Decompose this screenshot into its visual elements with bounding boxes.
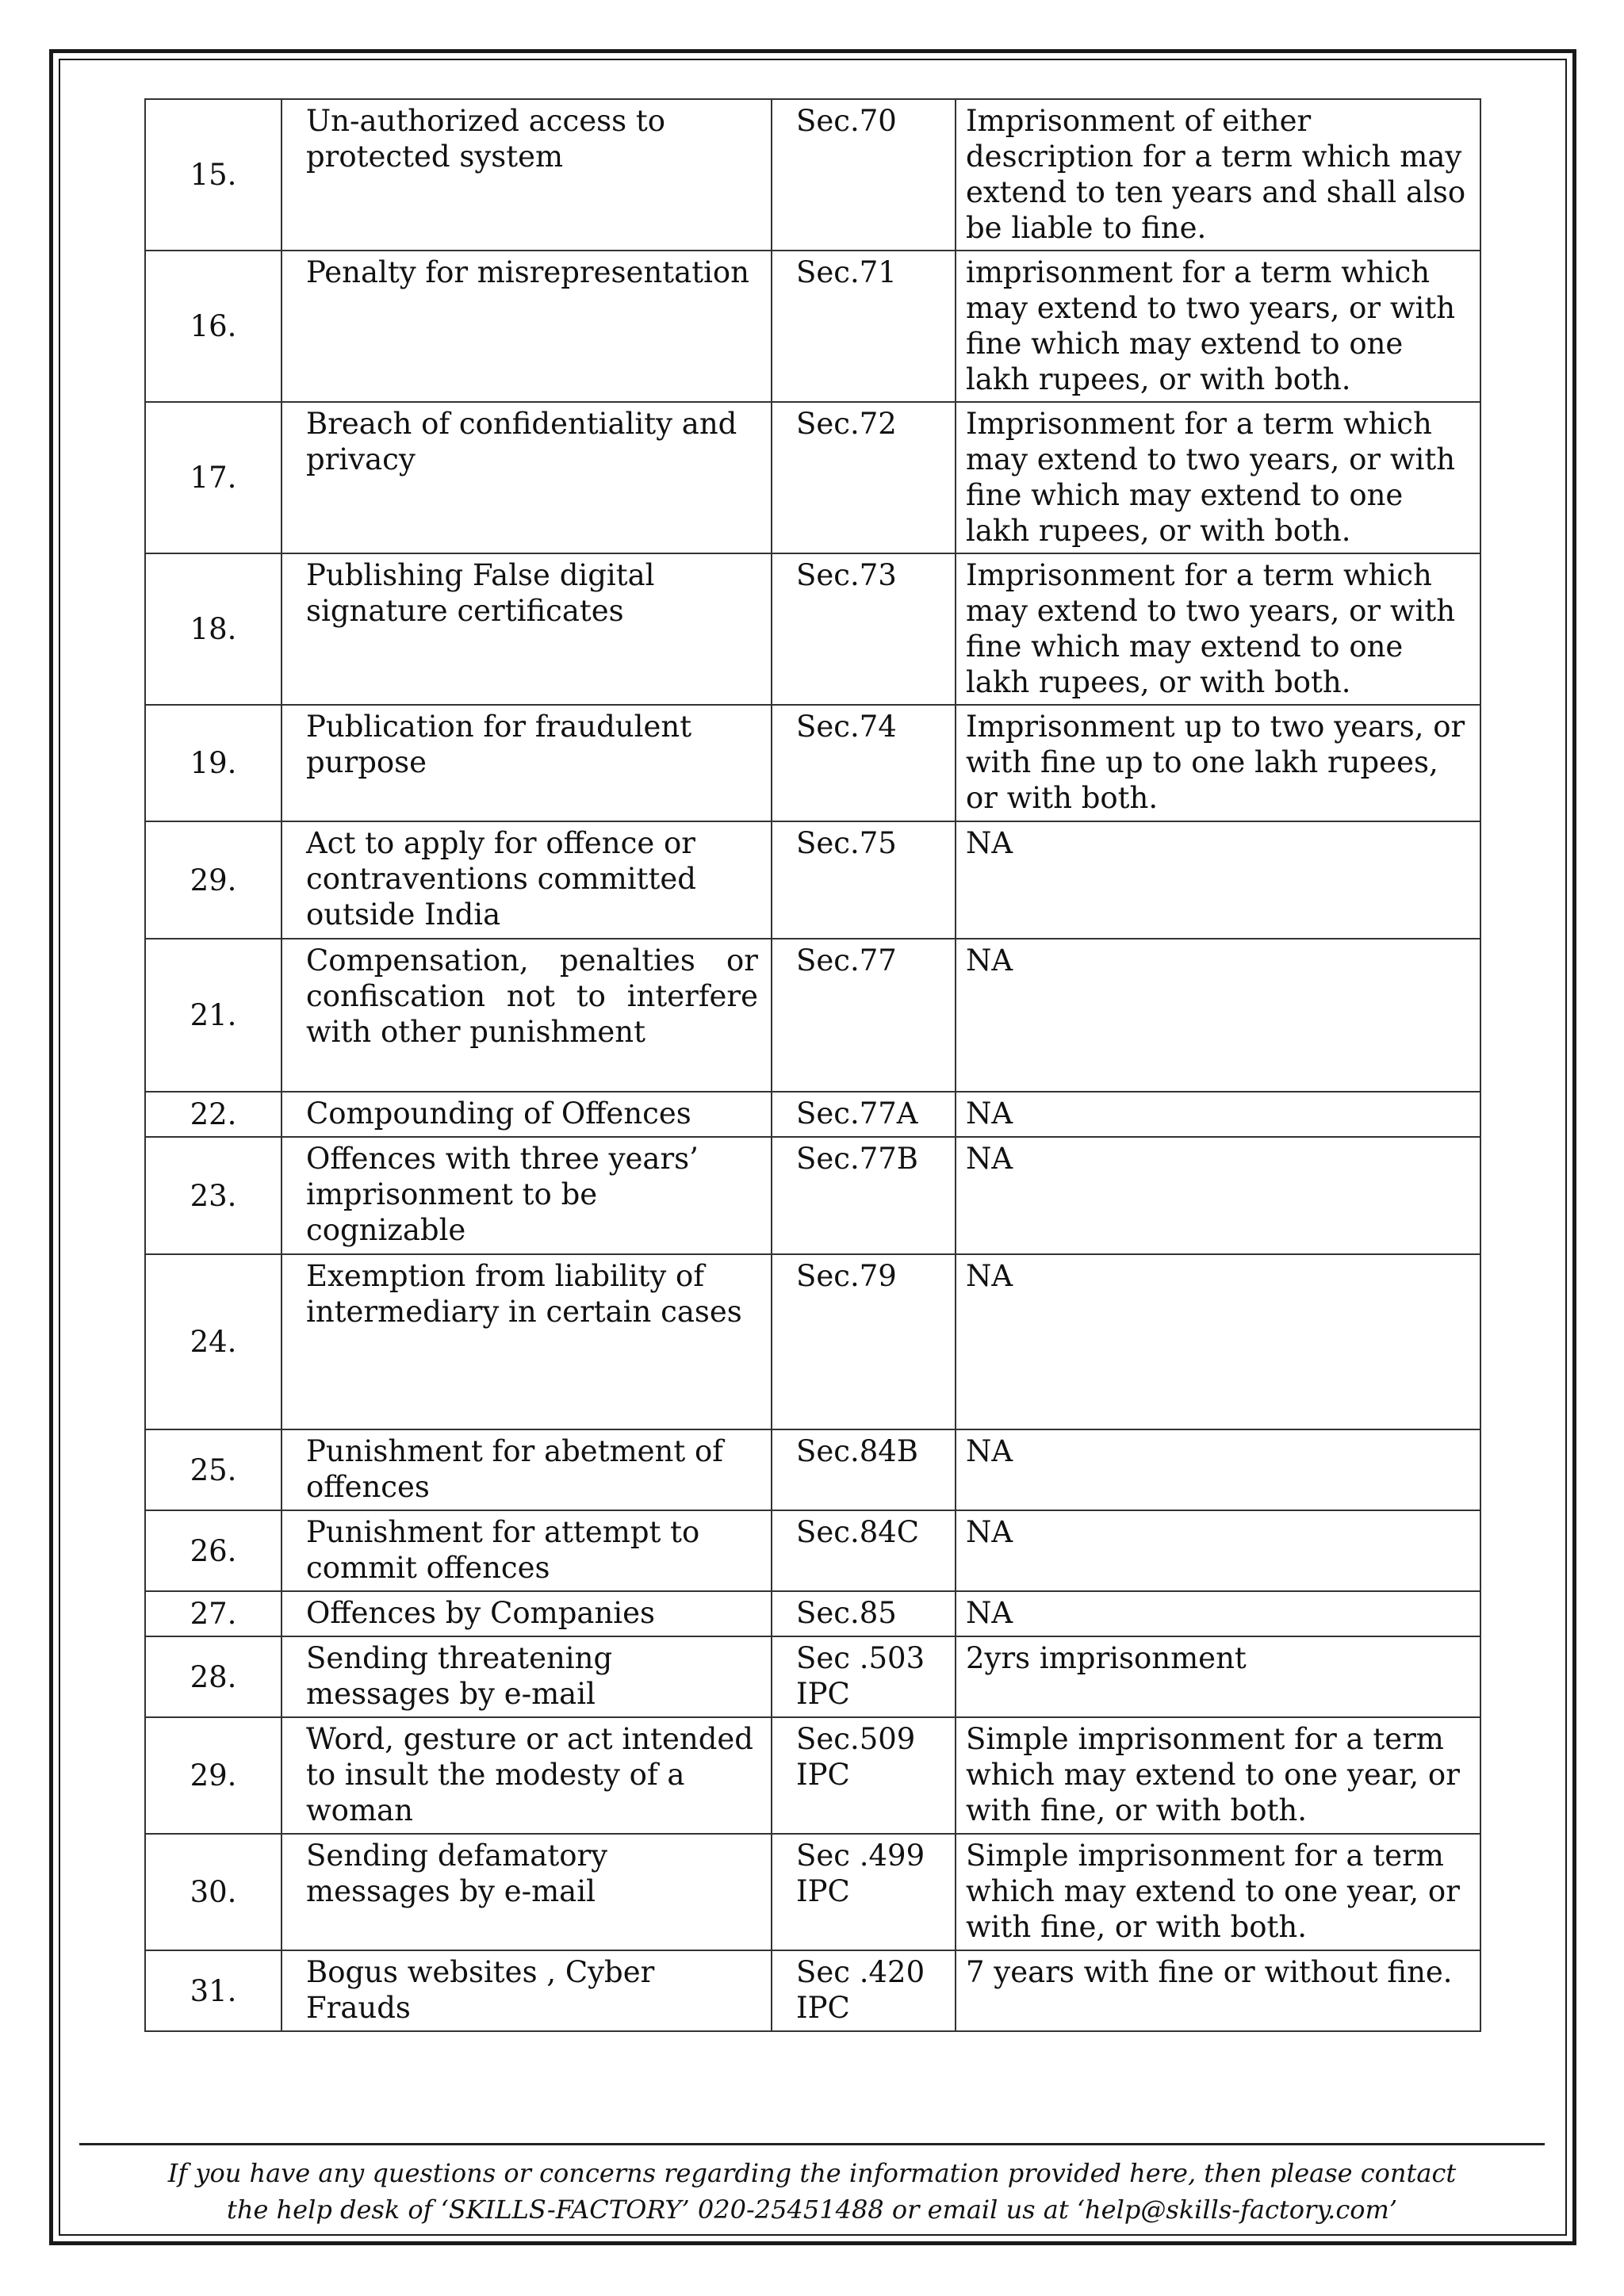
offence-title: Act to apply for offence or contraventions committed outside India [282,821,772,939]
row-number: 27. [145,1591,282,1636]
table-row [145,251,1480,402]
row-number: 21. [145,939,282,1092]
table-row [145,1591,1480,1636]
penalty-text: Imprisonment for a term which may extend to two years, or with fine which may extend to one lakh rupees, or with both. [956,402,1480,553]
table-row [145,1834,1480,1950]
penalty-text: Simple imprisonment for a term which may extend to one year, or with fine, or with both. [956,1717,1480,1834]
offence-title: Un-authorized access to protected system [282,99,772,251]
section-ref: Sec.84B [772,1429,956,1510]
penalty-text: NA [956,939,1480,1092]
table-row [145,821,1480,939]
offence-title: Breach of confidentiality and privacy [282,402,772,553]
section-ref: Sec.79 [772,1254,956,1429]
section-ref: Sec.85 [772,1591,956,1636]
penalty-text: NA [956,1092,1480,1137]
offence-title: Offences by Companies [282,1591,772,1636]
penalty-text: NA [956,821,1480,939]
penalty-text: NA [956,1591,1480,1636]
penalty-text: 2yrs imprisonment [956,1636,1480,1717]
row-number: 29. [145,1717,282,1834]
offence-title: Offences with three years’ imprisonment to be cognizable [282,1137,772,1254]
row-number: 22. [145,1092,282,1137]
offence-title: Bogus websites , Cyber Frauds [282,1950,772,2031]
row-number: 17. [145,402,282,553]
section-ref: Sec.75 [772,821,956,939]
table-row [145,1092,1480,1137]
section-ref: Sec .499 IPC [772,1834,956,1950]
table-row [145,402,1480,553]
offence-title: Compensation, penalties or confiscation not to interfere with other punishment [282,939,772,1092]
table-row [145,1510,1480,1591]
penalty-text: NA [956,1137,1480,1254]
penalty-text: imprisonment for a term which may extend to two years, or with fine which may extend to one lakh rupees, or with both. [956,251,1480,402]
penalty-text: NA [956,1429,1480,1510]
penalty-text: 7 years with fine or without fine. [956,1950,1480,2031]
section-ref: Sec .503 IPC [772,1636,956,1717]
footer-line-1: If you have any questions or concerns regarding the information provided here, then please contact [167,2158,1457,2188]
penalty-text: Imprisonment up to two years, or with fine up to one lakh rupees, or with both. [956,705,1480,821]
offence-title: Publishing False digital signature certificates [282,553,772,705]
row-number: 29. [145,821,282,939]
row-number: 24. [145,1254,282,1429]
row-number: 28. [145,1636,282,1717]
footer-line-2: the help desk of ‘SKILLS-FACTORY’ 020-25451488 or email us at ‘help@skills-factory.com’ [226,2195,1398,2225]
row-number: 26. [145,1510,282,1591]
penalty-text: NA [956,1510,1480,1591]
table-row [145,553,1480,705]
section-ref: Sec.509 IPC [772,1717,956,1834]
footer-divider [79,2143,1545,2145]
section-ref: Sec .420 IPC [772,1950,956,2031]
row-number: 19. [145,705,282,821]
row-number: 23. [145,1137,282,1254]
offence-title: Word, gesture or act intended to insult the modesty of a woman [282,1717,772,1834]
offence-title: Punishment for attempt to commit offences [282,1510,772,1591]
row-number: 31. [145,1950,282,2031]
row-number: 16. [145,251,282,402]
table-row [145,1950,1480,2031]
footer-contact-note [79,2155,1545,2228]
offence-title: Compounding of Offences [282,1092,772,1137]
section-ref: Sec.77 [772,939,956,1092]
penalty-text: Imprisonment of either description for a term which may extend to ten years and shall also be liable to fine. [956,99,1480,251]
penalty-text: Imprisonment for a term which may extend to two years, or with fine which may extend to one lakh rupees, or with both. [956,553,1480,705]
section-ref: Sec.77B [772,1137,956,1254]
offences-table [144,98,1481,2032]
section-ref: Sec.73 [772,553,956,705]
table-row [145,99,1480,251]
row-number: 30. [145,1834,282,1950]
table-row [145,939,1480,1092]
section-ref: Sec.84C [772,1510,956,1591]
row-number: 25. [145,1429,282,1510]
offence-title: Exemption from liability of intermediary in certain cases [282,1254,772,1429]
offence-title: Sending threatening messages by e-mail [282,1636,772,1717]
table-row [145,705,1480,821]
section-ref: Sec.77A [772,1092,956,1137]
offence-title: Punishment for abetment of offences [282,1429,772,1510]
section-ref: Sec.70 [772,99,956,251]
section-ref: Sec.71 [772,251,956,402]
penalty-text: NA [956,1254,1480,1429]
offence-title: Publication for fraudulent purpose [282,705,772,821]
row-number: 15. [145,99,282,251]
table-row [145,1254,1480,1429]
table-row [145,1717,1480,1834]
table-row [145,1137,1480,1254]
section-ref: Sec.74 [772,705,956,821]
offence-title: Sending defamatory messages by e-mail [282,1834,772,1950]
penalty-text: Simple imprisonment for a term which may extend to one year, or with fine, or with both. [956,1834,1480,1950]
offence-title: Penalty for misrepresentation [282,251,772,402]
section-ref: Sec.72 [772,402,956,553]
row-number: 18. [145,553,282,705]
table-row [145,1636,1480,1717]
table-row [145,1429,1480,1510]
